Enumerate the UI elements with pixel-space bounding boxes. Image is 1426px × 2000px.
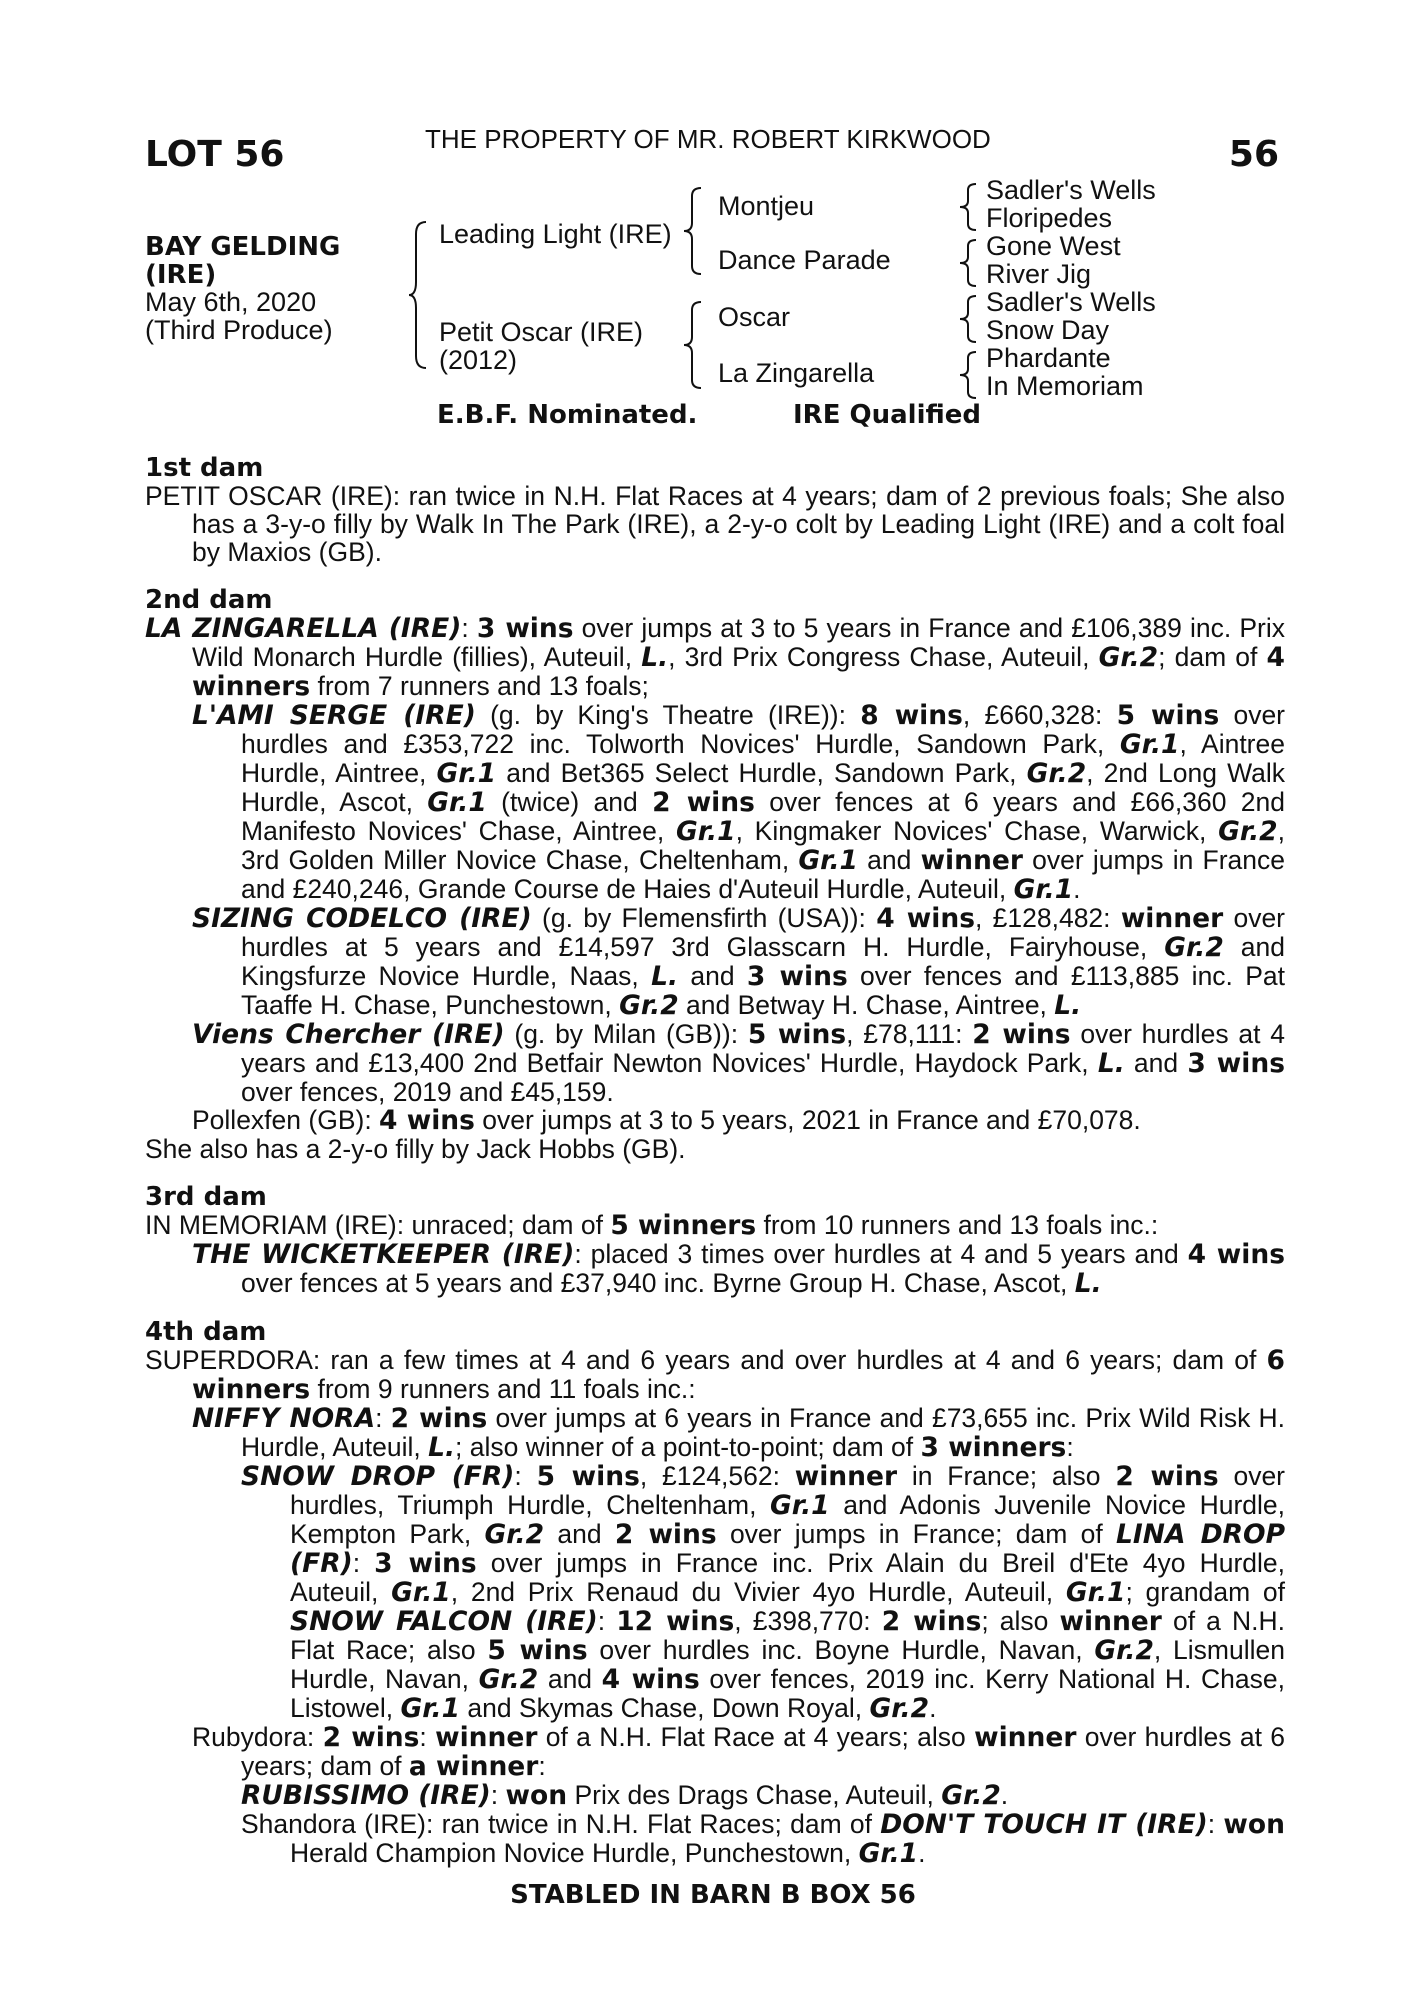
entry-bold: 5 wins [487,1635,588,1666]
entry-text: over jumps at 3 to 5 years, 2021 in France and £70,078. [474,1105,1141,1135]
entry-text: over fences and £113,885 inc. Pat Taaffe H. Chase, Punchestown, [241,961,1286,1020]
entry-text: , 3rd Golden Miller Novice Chase, Cheltenham, [241,816,1285,875]
pedigree-gg-8: In Memoriam [986,371,1144,401]
horse-breeding-country: (IRE) [145,260,217,290]
entry-text: , £78,111: [846,1019,973,1049]
entry-text: : [538,1751,546,1781]
entry-bold: 3 wins [1187,1048,1285,1079]
entry-text: Herald Champion Novice Hurdle, Punchestown, [290,1838,859,1868]
entry-text: : [490,1780,506,1810]
entry-name-emphasis: Gr.1 [400,1693,461,1724]
entry-text: She also has a 2-y-o filly by Jack Hobbs (GB). [145,1134,686,1164]
dam-section [145,1183,1285,1298]
entry-text: and Betway H. Chase, Aintree, [678,990,1055,1020]
entry-text: over hurdles and £353,722 inc. Tolworth Novices' Hurdle, Sandown Park, [241,700,1286,759]
pedigree-sire-dam: Dance Parade [718,245,891,275]
pedigree-entry [145,614,1285,701]
entry-text: over fences, 2019 inc. Kerry National H. Chase, Listowel, [290,1664,1285,1723]
entry-name-emphasis: Gr.2 [869,1693,930,1724]
entry-text: over hurdles at 5 years and £14,597 3rd Glasscarn H. Hurdle, Fairyhouse, [241,903,1286,962]
entry-text: ; also winner of a point-to-point; dam of [455,1432,921,1462]
dam-section [145,454,1285,566]
pedigree-entry [145,1462,1285,1723]
entry-name-emphasis: Gr.2 [1026,758,1087,789]
entry-text: and [544,1519,615,1549]
pedigree-brace-gg2 [958,238,978,288]
pedigree-sire: Leading Light (IRE) [439,219,672,249]
lot-number: 56 [1228,134,1279,175]
entry-text: over hurdles at 6 years; dam of [241,1722,1285,1781]
entry-text: and [678,961,747,991]
entry-name-emphasis: L. [1054,990,1082,1021]
pedigree-entry [145,701,1285,904]
entry-bold: 12 wins [616,1606,735,1637]
entry-bold: 2 wins [390,1403,488,1434]
entry-bold: 2 wins [614,1519,717,1550]
pedigree-gg-1: Sadler's Wells [986,175,1156,205]
pedigree-gg-3: Gone West [986,231,1121,261]
entry-bold: a winner [408,1751,539,1782]
entry-text: : [597,1606,617,1636]
lot-label: LOT 56 [145,134,285,175]
entry-name-emphasis: Gr.1 [427,787,487,818]
entry-name-emphasis: Gr.1 [676,816,736,847]
section-heading: 3rd dam [145,1182,267,1212]
dam-line-sections [145,454,1285,1868]
entry-text: , £398,770: [734,1606,882,1636]
entry-text: and Skymas Chase, Down Royal, [460,1693,870,1723]
entry-text: and Kingsfurze Novice Hurdle, Naas, [241,932,1286,991]
entry-name-emphasis: NIFFY NORA [192,1403,376,1434]
entry-name-emphasis: L'AMI SERGE (IRE) [192,700,476,731]
entry-text: , £128,482: [975,903,1121,933]
property-line: THE PROPERTY OF MR. ROBERT KIRKWOOD [425,124,991,154]
entry-text: : [514,1461,537,1491]
pedigree-brace-sire [683,186,703,276]
entry-name-emphasis: L. [651,961,679,992]
entry-text: . [929,1693,937,1723]
entry-name-emphasis: THE WICKETKEEPER (IRE) [192,1239,575,1270]
entry-text: ; grandam of [1125,1577,1285,1607]
entry-text: over hurdles inc. Boyne Hurdle, Navan, [587,1635,1095,1665]
entry-name-emphasis: Gr.1 [1065,1577,1126,1608]
entry-text: (g. by Milan (GB)): [504,1019,748,1049]
section-heading: 1st dam [145,453,264,483]
entry-bold: 3 winners [920,1432,1067,1463]
entry-text: (g. by Flemensfirth (USA)): [531,903,877,933]
entry-name-emphasis: L. [1097,1048,1125,1079]
entry-name-emphasis: Gr.2 [941,1780,1001,1811]
entry-bold: 2 wins [322,1722,420,1753]
entry-text: and Bet365 Select Hurdle, Sandown Park, [496,758,1027,788]
entry-text: over hurdles, Triumph Hurdle, Cheltenham, [290,1461,1286,1520]
horse-sex-color: BAY GELDING [145,232,341,262]
pedigree-gg-7: Phardante [986,343,1111,373]
entry-name-emphasis: Gr.1 [1119,729,1180,760]
pedigree-entry [145,1346,1285,1404]
entry-text: Rubydora: [192,1722,323,1752]
pedigree-entry [145,1404,1285,1462]
entry-text: in France; also [897,1461,1116,1491]
entry-name-emphasis: LINA DROP (FR) [290,1519,1285,1579]
produce-number: (Third Produce) [145,315,333,345]
entry-text: , Lismullen Hurdle, Navan, [290,1635,1285,1694]
entry-text: , Kingmaker Novices' Chase, Warwick, [735,816,1219,846]
entry-bold: 5 wins [536,1461,640,1492]
pedigree-brace-gg1 [958,182,978,232]
entry-name-emphasis: Gr.1 [391,1577,451,1608]
pedigree-entry [145,1781,1285,1810]
entry-text: , £660,328: [962,700,1117,730]
entry-name-emphasis: Gr.2 [478,1664,539,1695]
entry-text: . [1073,874,1081,904]
pedigree-brace-gg4 [958,350,978,400]
entry-text: over hurdles at 4 years and £13,400 2nd Betfair Newton Novices' Hurdle, Haydock Park, [241,1019,1285,1078]
entry-name-emphasis: L. [1074,1268,1102,1299]
entry-text: : [1066,1432,1074,1462]
entry-text: (twice) and [486,787,653,817]
entry-name-emphasis: Gr.2 [1218,816,1278,847]
entry-bold: winner [974,1722,1077,1753]
pedigree-entry [145,904,1285,1020]
ire-qualified: IRE Qualified [793,400,982,430]
section-heading: 2nd dam [145,585,273,615]
pedigree-brace-main [408,220,428,370]
entry-name-emphasis: LA ZINGARELLA (IRE) [145,613,462,644]
entry-name-emphasis: Gr.1 [858,1838,919,1869]
pedigree-entry [145,1723,1285,1781]
entry-text: over jumps at 3 to 5 years in France and £106,389 inc. Prix Wild Monarch Hurdle (fillies), Auteuil, [192,613,1285,672]
entry-bold: winner [1059,1606,1162,1637]
entry-bold: 4 winners [192,642,1285,702]
entry-bold: 2 wins [972,1019,1071,1050]
entry-text: of a N.H. Flat Race; also [290,1606,1285,1665]
dam-section [145,1318,1285,1868]
entry-text: over jumps at 6 years in France and £73,655 inc. Prix Wild Risk H. Hurdle, Auteuil, [241,1403,1285,1462]
entry-bold: 3 wins [374,1548,477,1579]
entry-text: : placed 3 times over hurdles at 4 and 5 years and [574,1239,1188,1269]
pedigree-gg-5: Sadler's Wells [986,287,1156,317]
entry-text: and Adonis Juvenile Novice Hurdle, Kempton Park, [290,1490,1285,1549]
entry-bold: winner [1120,903,1224,934]
section-heading: 4th dam [145,1317,267,1347]
entry-text: over fences at 5 years and £37,940 inc. Byrne Group H. Chase, Ascot, [241,1268,1075,1298]
entry-text: from 10 runners and 13 foals inc.: [756,1210,1159,1240]
entry-name-emphasis: Gr.1 [798,845,858,876]
entry-name-emphasis: Gr.2 [1164,932,1224,963]
pedigree-dam-year: (2012) [439,345,518,375]
entry-bold: 8 wins [860,700,963,731]
entry-text: over fences, 2019 and £45,159. [241,1077,614,1107]
entry-text: . [918,1838,926,1868]
entry-text: ; also [981,1606,1060,1636]
entry-bold: winner [794,1461,898,1492]
entry-name-emphasis: Gr.2 [619,990,679,1021]
entry-text: Pollexfen (GB): [192,1105,380,1135]
entry-name-emphasis: DON'T TOUCH IT (IRE) [880,1809,1208,1840]
entry-text: , 3rd Prix Congress Chase, Auteuil, [668,642,1099,672]
entry-bold: 4 wins [1187,1239,1285,1270]
entry-text: : [375,1403,391,1433]
entry-bold: 4 wins [379,1105,475,1136]
pedigree-entry [145,1106,1285,1135]
pedigree-dam-sire: Oscar [718,302,791,332]
pedigree-gg-2: Floripedes [986,203,1113,233]
foaling-date: May 6th, 2020 [145,287,317,317]
entry-bold: 2 wins [881,1606,982,1637]
stabling-footer: STABLED IN BARN B BOX 56 [510,1880,916,1910]
pedigree-brace-dam [683,300,703,390]
entry-text: of a N.H. Flat Race at 4 years; also [537,1722,975,1752]
entry-name-emphasis: Gr.1 [770,1490,830,1521]
pedigree-dam-dam: La Zingarella [718,358,875,388]
entry-name-emphasis: SNOW DROP (FR) [241,1461,515,1492]
entry-text: Prix des Drags Chase, Auteuil, [567,1780,942,1810]
entry-text: : [1207,1809,1224,1839]
pedigree-entry [145,1135,1285,1163]
entry-name-emphasis: SNOW FALCON (IRE) [290,1606,598,1637]
entry-name-emphasis: RUBISSIMO (IRE) [241,1780,491,1811]
entry-text: from 7 runners and 13 foals; [310,671,649,701]
entry-text: over jumps in France and £240,246, Grande Course de Haies d'Auteuil Hurdle, Auteuil, [241,845,1285,904]
entry-bold: 3 wins [476,613,574,644]
entry-bold: won [1223,1809,1285,1840]
pedigree-entry [145,1810,1285,1868]
entry-text: and [1124,1048,1188,1078]
entry-name-emphasis: L. [641,642,669,673]
entry-text: over jumps in France; dam of [716,1519,1117,1549]
entry-name-emphasis: Viens Chercher (IRE) [192,1019,505,1050]
entry-name-emphasis: Gr.2 [1098,642,1159,673]
entry-text: , 2nd Long Walk Hurdle, Ascot, [241,758,1285,817]
entry-text: : [352,1548,375,1578]
entry-bold: winner [920,845,1023,876]
dam-section [145,586,1285,1163]
entry-bold: 4 wins [601,1664,700,1695]
pedigree-dam: Petit Oscar (IRE) [439,317,644,347]
entry-bold: 3 wins [746,961,848,992]
pedigree-sire-sire: Montjeu [718,191,815,221]
pedigree-entry [145,482,1285,566]
entry-name-emphasis: Gr.1 [436,758,497,789]
entry-bold: 2 wins [1115,1461,1219,1492]
entry-bold: won [505,1780,568,1811]
entry-bold: 2 wins [652,787,755,818]
entry-bold: winner [435,1722,538,1753]
entry-text: Shandora (IRE): ran twice in N.H. Flat Races; dam of [241,1809,881,1839]
entry-text: , £124,562: [639,1461,795,1491]
entry-bold: 6 winners [192,1345,1285,1405]
pedigree-entry [145,1240,1285,1298]
entry-text: , 2nd Prix Renaud du Vivier 4yo Hurdle, Auteuil, [450,1577,1066,1607]
entry-text: IN MEMORIAM (IRE): unraced; dam of [145,1210,611,1240]
entry-text: (g. by King's Theatre (IRE)): [475,700,861,730]
entry-text: and [857,845,921,875]
entry-bold: 5 winners [610,1210,757,1241]
entry-name-emphasis: SIZING CODELCO (IRE) [192,903,532,934]
entry-bold: 4 wins [876,903,975,934]
entry-text: and [538,1664,602,1694]
entry-text: : [419,1722,436,1752]
pedigree-gg-4: River Jig [986,259,1092,289]
entry-text: ; dam of [1158,642,1267,672]
entry-text: , Aintree Hurdle, Aintree, [241,729,1285,788]
entry-text: : [461,613,477,643]
pedigree-entry [145,1211,1285,1240]
entry-text: over fences at 6 years and £66,360 2nd Manifesto Novices' Chase, Aintree, [241,787,1286,846]
entry-text: over jumps in France inc. Prix Alain du Breil d'Ete 4yo Hurdle, Auteuil, [290,1548,1285,1607]
entry-text: . [1000,1780,1009,1810]
entry-name-emphasis: Gr.2 [1094,1635,1154,1666]
entry-name-emphasis: Gr.2 [484,1519,545,1550]
pedigree-gg-6: Snow Day [986,315,1110,345]
entry-text: from 9 runners and 11 foals inc.: [310,1374,696,1404]
ebf-nominated: E.B.F. Nominated. [437,400,698,430]
entry-name-emphasis: Gr.1 [1013,874,1074,905]
pedigree-entry [145,1020,1285,1106]
entry-name-emphasis: L. [428,1432,456,1463]
entry-text: SUPERDORA: ran a few times at 4 and 6 years and over hurdles at 4 and 6 years; dam of [145,1345,1267,1375]
entry-text: PETIT OSCAR (IRE): ran twice in N.H. Flat Races at 4 years; dam of 2 previous foals; She also has a 3-y-o filly by Walk In The Park (IRE), a 2-y-o colt by Leading Light (IRE) and a colt foal by Maxios (GB). [145,481,1285,567]
pedigree-brace-gg3 [958,294,978,344]
entry-bold: 5 wins [1116,700,1220,731]
entry-bold: 5 wins [747,1019,847,1050]
